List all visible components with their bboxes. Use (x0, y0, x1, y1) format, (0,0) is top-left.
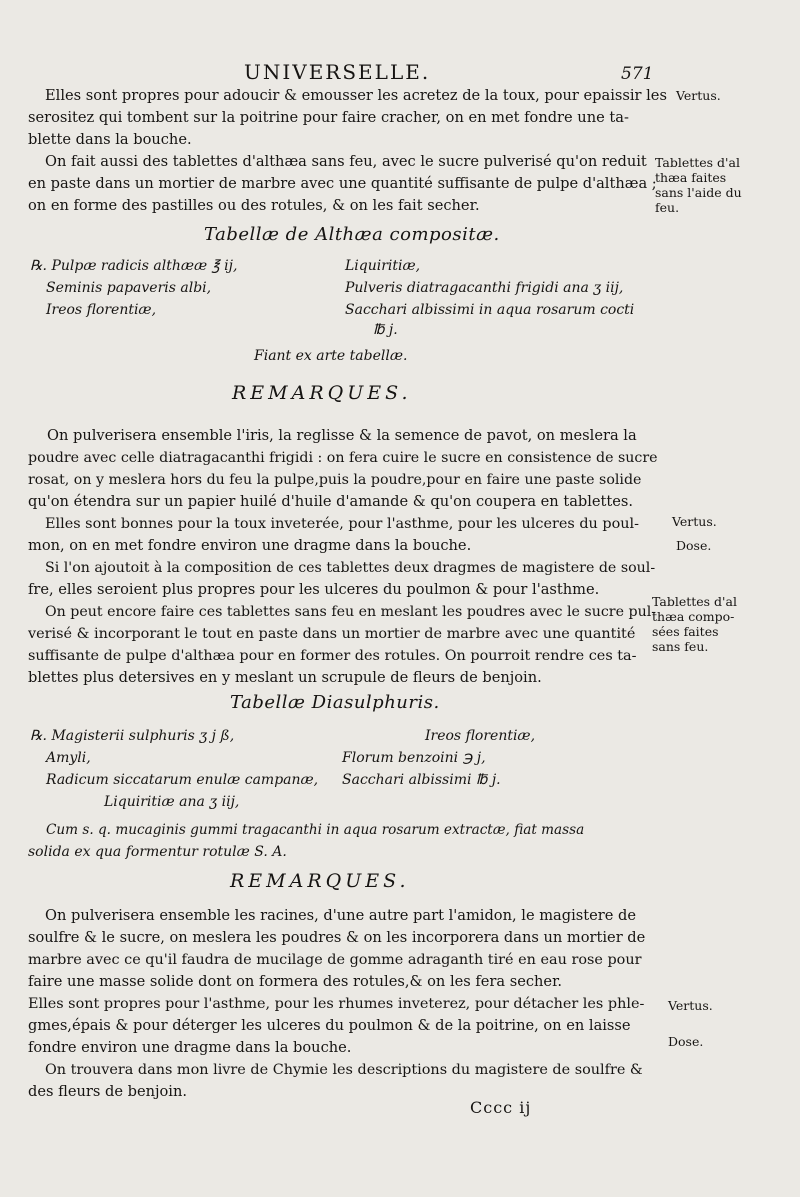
margin-note-dose: Dose. (676, 538, 712, 553)
text-line: faire une masse solide dont on formera des rotules,& on les fera secher. (28, 973, 563, 990)
text-line: fre, elles seroient plus propres pour les ulceres du poulmon & pour l'asthme. (28, 581, 600, 598)
recipe-ingredient: Liquiritiæ, (345, 258, 421, 274)
recipe-title: Tabellæ de Althæa compositæ. (204, 224, 500, 245)
text-line: serositez qui tombent sur la poitrine pour faire cracher, on en met fondre une ta- (28, 109, 629, 126)
margin-note-tablettes: Tablettes d'al thæa compo- sées faites sans feu. (652, 594, 737, 654)
text-line: Elles sont propres pour adoucir & emousser les acretez de la toux, pour epaissir les (45, 87, 667, 104)
text-line: on en forme des pastilles ou des rotules, & on les fait secher. (28, 197, 480, 214)
recipe-ingredient: ℞. Pulpæ radicis althææ ℥ ij, (30, 258, 238, 274)
text-line: On fait aussi des tablettes d'althæa sans feu, avec le sucre pulverisé qu'on reduit (45, 153, 647, 170)
recipe-ingredient: ℞. Magisterii sulphuris ʒ j ß, (30, 728, 235, 744)
signature-mark: Cccc ij (470, 1098, 532, 1117)
text-line: gmes,épais & pour déterger les ulceres du poulmon & de la poitrine, on en laisse (28, 1017, 631, 1034)
recipe-ingredient: Amyli, (46, 750, 91, 766)
text-line: poudre avec celle diatragacanthi frigidi : on fera cuire le sucre en consistence de sucre (28, 450, 658, 466)
recipe-instruction: solida ex qua formentur rotulæ S. A. (28, 844, 287, 860)
text-line: fondre environ une dragme dans la bouche. (28, 1039, 352, 1056)
recipe-instruction: Fiant ex arte tabellæ. (254, 348, 408, 364)
margin-note-dose: Dose. (668, 1034, 704, 1049)
recipe-quantity: ℔ j. (373, 322, 398, 338)
recipe-instruction: Cum s. q. mucaginis gummi tragacanthi in aqua rosarum extractæ, fiat massa (46, 822, 585, 838)
recipe-ingredient: Ireos florentiæ, (425, 728, 536, 744)
text-line: blettes plus detersives en y meslant un scrupule de fleurs de benjoin. (28, 669, 542, 686)
margin-note-vertus: Vertus. (668, 998, 713, 1013)
margin-note-tablettes: Tablettes d'al thæa faites sans l'aide du feu. (655, 155, 742, 215)
margin-note-vertus: Vertus. (676, 88, 721, 103)
text-line: soulfre & le sucre, on meslera les poudres & on les incorporera dans un mortier de (28, 929, 646, 946)
recipe-ingredient: Florum benzoini ℈ j, (342, 750, 486, 766)
recipe-ingredient: Radicum siccatarum enulæ campanæ, (46, 772, 319, 788)
recipe-ingredient: Sacchari albissimi in aqua rosarum cocti (345, 302, 635, 318)
text-line: blette dans la bouche. (28, 131, 192, 148)
text-line: suffisante de pulpe d'althæa pour en former des rotules. On pourroit rendre ces ta- (28, 648, 637, 664)
text-line: marbre avec ce qu'il faudra de mucilage de gomme adraganth tiré en eau rose pour (28, 952, 642, 968)
text-line: On peut encore faire ces tablettes sans feu en meslant les poudres avec le sucre pul- (45, 604, 657, 620)
text-line: rosat, on y meslera hors du feu la pulpe,puis la poudre,pour en faire une paste solide (28, 472, 642, 488)
text-line: Elles sont bonnes pour la toux inveterée, pour l'asthme, pour les ulceres du poul- (45, 516, 640, 532)
running-title: UNIVERSELLE. (244, 60, 431, 84)
page-number: 571 (621, 64, 654, 84)
margin-note-vertus: Vertus. (672, 514, 717, 529)
section-heading: REMARQUES. (230, 870, 410, 892)
recipe-ingredient: Seminis papaveris albi, (46, 280, 212, 296)
text-line: qu'on étendra sur un papier huilé d'huile d'amande & qu'on coupera en tablettes. (28, 493, 634, 510)
recipe-ingredient: Pulveris diatragacanthi frigidi ana ʒ iij, (345, 280, 624, 296)
text-line: On trouvera dans mon livre de Chymie les descriptions du magistere de soulfre & (45, 1062, 643, 1078)
text-line: mon, on en met fondre environ une dragme dans la bouche. (28, 537, 472, 554)
text-line: Si l'on ajoutoit à la composition de ces tablettes deux dragmes de magistere de soul- (45, 560, 656, 576)
text-line: Elles sont propres pour l'asthme, pour les rhumes inveterez, pour détacher les phle- (28, 996, 645, 1012)
text-line: verisé & incorporant le tout en paste dans un mortier de marbre avec une quantité (28, 626, 636, 642)
recipe-ingredient: Ireos florentiæ, (46, 302, 157, 318)
text-line: On pulverisera ensemble l'iris, la reglisse & la semence de pavot, on meslera la (47, 427, 637, 444)
text-line: On pulverisera ensemble les racines, d'une autre part l'amidon, le magistere de (45, 907, 636, 924)
recipe-ingredient: Liquiritiæ ana ʒ iij, (104, 794, 240, 810)
section-heading: REMARQUES. (232, 382, 412, 404)
text-line: en paste dans un mortier de marbre avec une quantité suffisante de pulpe d'althæa ; (28, 175, 657, 192)
recipe-title: Tabellæ Diasulphuris. (230, 692, 440, 713)
recipe-ingredient: Sacchari albissimi ℔ j. (342, 772, 501, 788)
text-line: des fleurs de benjoin. (28, 1083, 187, 1100)
